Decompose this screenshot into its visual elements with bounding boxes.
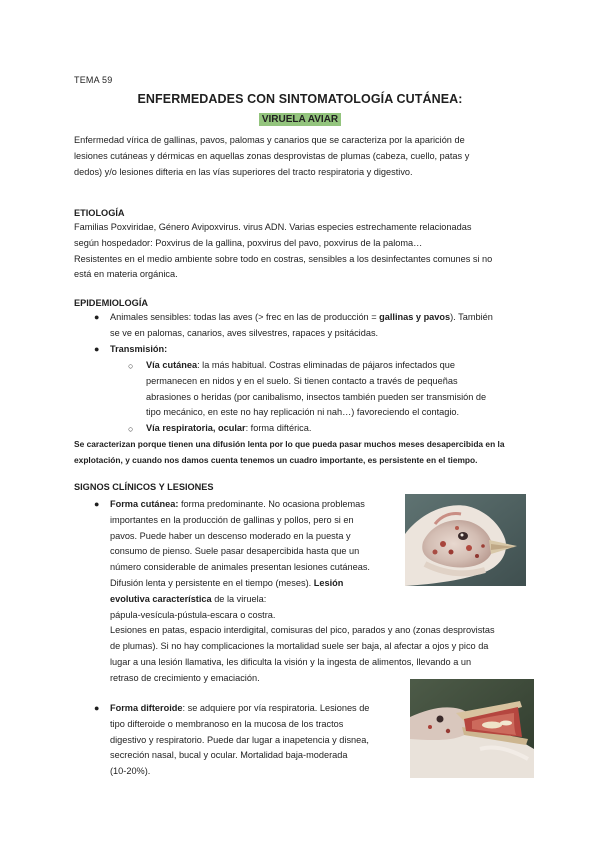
via-cutanea-label: Vía cutánea bbox=[146, 360, 198, 370]
via-respiratoria-label: Vía respiratoria, ocular bbox=[146, 423, 246, 433]
signos-text: : se adquiere por vía respiratoria. Lesiones de bbox=[182, 703, 370, 713]
epidemiologia-heading: EPIDEMIOLOGÍA bbox=[74, 298, 149, 308]
black-circle-bullet-icon: ● bbox=[94, 344, 100, 354]
signos-text: retraso de crecimiento y emaciación. bbox=[110, 672, 260, 683]
forma-cutanea-label: Forma cutánea: bbox=[110, 499, 179, 509]
epi-text: abrasiones o heridas (por canibalismo, insectos también pueden ser transmisión de bbox=[146, 391, 487, 402]
epi-text: se ve en palomas, canarios, aves silvestres, rapaces y psitácidas. bbox=[110, 327, 379, 338]
signos-text: tipo difteroide o membranoso en la mucosa de los tractos bbox=[110, 718, 344, 729]
signos-text: de plumas). Si no hay complicaciones la mortalidad suele ser baja, al afectar a ojos y pico da bbox=[110, 641, 489, 652]
note-line: explotación, y cuando nos damos cuenta tenemos un cuadro importante, es persistente en el tiempo. bbox=[74, 454, 478, 465]
signos-text: de la viruela: bbox=[211, 593, 267, 604]
signos-text: pápula-vesícula-pústula-escara o costra. bbox=[110, 609, 276, 620]
tema-label: TEMA 59 bbox=[74, 75, 113, 85]
forma-difteroide-block bbox=[110, 701, 369, 780]
signos-text: lugar a una lesión llamativa, les dificulta la visión y la ingesta de alimentos, llevando a un bbox=[110, 656, 472, 667]
intro-line: lesiones cutáneas y dérmicas en aquellas zonas desprovistas de plumas (cabeza, cuello, patas y bbox=[74, 150, 470, 161]
intro-line: Enfermedad vírica de gallinas, pavos, palomas y canarios que se caracteriza por la aparición de bbox=[74, 135, 465, 145]
signos-text: Lesiones en patas, espacio interdigital, comisuras del pico, parados y ano (zonas desprovistas bbox=[110, 625, 495, 636]
hollow-circle-bullet-icon: ○ bbox=[128, 424, 134, 434]
signos-text: número considerable de animales presentan lesiones cutáneas. bbox=[110, 562, 370, 573]
epi-bullet-transmision bbox=[110, 342, 167, 358]
epi-text: : la más habitual. Costras eliminadas de pájaros infectados que bbox=[197, 360, 455, 370]
note-line: Se caracterizan porque tienen una difusión lenta por lo que pueda pasar muchos meses desapercibida en la bbox=[74, 439, 505, 449]
black-circle-bullet-icon: ● bbox=[94, 703, 100, 713]
sub-bullet-via-cutanea bbox=[146, 358, 486, 421]
etiologia-line: Resistentes en el medio ambiente sobre todo en costras, sensibles a los desinfectantes comunes si no bbox=[74, 253, 493, 264]
signos-text: Difusión lenta y persistente en el tiempo (meses). bbox=[110, 577, 314, 588]
signos-text: secreción nasal, bucal y ocular. Mortalidad baja-moderada bbox=[110, 750, 348, 761]
etiologia-line: Familias Poxviridae, Género Avipoxvirus. virus ADN. Varias especies estrechamente relacionadas bbox=[74, 222, 472, 232]
intro-line: dedos) y/o lesiones difteria en las vías superiores del tracto respiratoria y digestivo. bbox=[74, 166, 413, 177]
page-title: ENFERMEDADES CON SINTOMATOLOGÍA CUTÁNEA: bbox=[137, 92, 463, 106]
signos-text: pavos. Puede haber un descenso moderado en la puesta y bbox=[110, 530, 351, 541]
open-beak-photo bbox=[410, 679, 534, 778]
etiologia-paragraph bbox=[74, 220, 534, 283]
transmision-label: Transmisión: bbox=[110, 344, 168, 354]
etiologia-line: está en materia orgánica. bbox=[74, 269, 178, 280]
epi-text: Animales sensibles: todas las aves (> frec en las de producción = bbox=[110, 312, 380, 322]
subtitle-wrap bbox=[0, 109, 600, 127]
intro-paragraph bbox=[74, 133, 534, 180]
epi-bullet-animales bbox=[110, 310, 493, 342]
epi-text: : forma diftérica. bbox=[245, 423, 312, 433]
signos-text: consumo de pienso. Suele pasar desapercibida hasta que un bbox=[110, 546, 360, 557]
epi-text: permanecen en nidos y en el suelo. Si tienen contacto a través de pequeñas bbox=[146, 375, 458, 386]
epi-note bbox=[74, 437, 505, 468]
signos-text: forma predominante. No ocasiona problemas bbox=[178, 499, 365, 509]
epi-bold-text: gallinas y pavos bbox=[379, 312, 451, 322]
signos-text: importantes en la producción de gallinas y pollos, pero si en bbox=[110, 514, 354, 525]
signos-bold-text: evolutiva característica bbox=[110, 593, 212, 604]
black-circle-bullet-icon: ● bbox=[94, 499, 100, 509]
etiologia-line: según hospedador: Poxvirus de la gallina, poxvirus del pavo, poxvirus de la paloma… bbox=[74, 237, 423, 248]
forma-difteroide-label: Forma difteroide bbox=[110, 703, 183, 713]
signos-heading: SIGNOS CLÍNICOS Y LESIONES bbox=[74, 482, 214, 492]
chicken-head-photo bbox=[405, 494, 526, 586]
epi-text: tipo mecánico, en este no hay replicación ni nah…) favoreciendo el contagio. bbox=[146, 407, 460, 418]
epi-text: ). También bbox=[450, 312, 493, 322]
signos-bold-text: Lesión bbox=[313, 577, 344, 588]
hollow-circle-bullet-icon: ○ bbox=[128, 361, 134, 371]
page-subtitle-highlight: VIRUELA AVIAR bbox=[259, 113, 341, 126]
signos-text: digestivo y respiratorio. Puede dar lugar a inapetencia y disnea, bbox=[110, 734, 369, 745]
signos-text: (10-20%). bbox=[110, 766, 151, 777]
black-circle-bullet-icon: ● bbox=[94, 312, 100, 322]
etiologia-heading: ETIOLOGÍA bbox=[74, 208, 125, 218]
sub-bullet-via-respiratoria bbox=[146, 421, 311, 437]
